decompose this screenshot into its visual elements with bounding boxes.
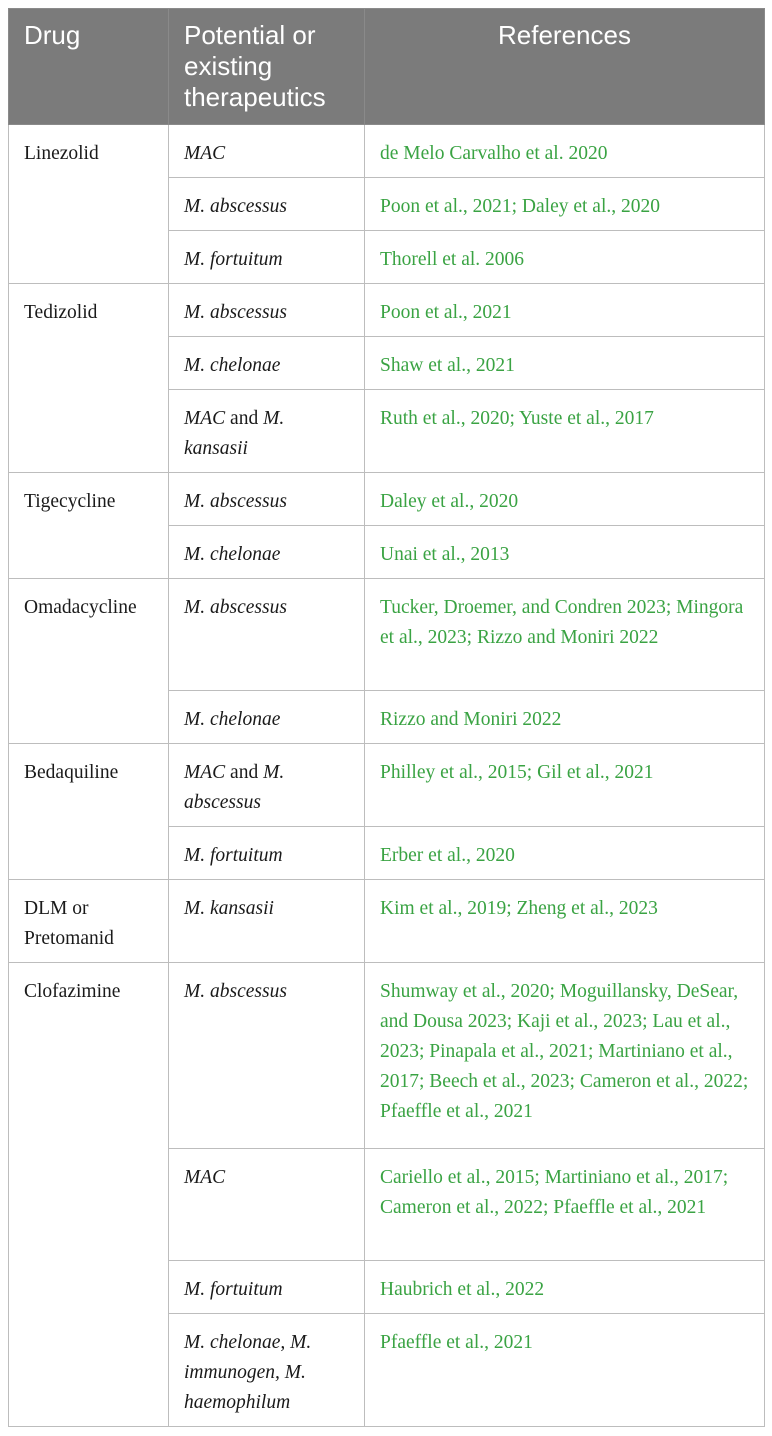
reference-link[interactable]: Daley et al., 2020 [365, 473, 765, 526]
drug-cell: DLM or Pretomanid [9, 880, 169, 963]
organism-cell: M. chelonae [169, 526, 365, 579]
drug-cell: Tigecycline [9, 473, 169, 579]
organism-cell: M. abscessus [169, 963, 365, 1149]
organism-and: and [230, 762, 259, 783]
reference-link[interactable]: Haubrich et al., 2022 [365, 1261, 765, 1314]
table-row [9, 284, 765, 337]
drug-cell: Clofazimine [9, 963, 169, 1427]
table-row [9, 473, 765, 526]
table-row [9, 880, 765, 963]
reference-link[interactable]: Poon et al., 2021 [365, 284, 765, 337]
reference-link[interactable]: Philley et al., 2015; Gil et al., 2021 [365, 744, 765, 827]
reference-link[interactable]: Shumway et al., 2020; Moguillansky, DeSear, and Dousa 2023; Kaji et al., 2023; Lau et al., 2023; Pinapala et al., 2021; Martiniano et al., 2017; Beech et al., 2023; Cameron et al., 2022; Pfaeffle et al., 2021 [365, 963, 765, 1149]
table-row [9, 744, 765, 827]
organism-abscessus: M. abscessus [184, 762, 285, 813]
table-container [8, 8, 764, 1427]
organism-cell: M. abscessus [169, 473, 365, 526]
organism-cell: MAC [169, 1149, 365, 1261]
drug-cell: Bedaquiline [9, 744, 169, 880]
reference-link[interactable]: Ruth et al., 2020; Yuste et al., 2017 [365, 390, 765, 473]
reference-link[interactable]: Erber et al., 2020 [365, 827, 765, 880]
organism-cell: M. kansasii [169, 880, 365, 963]
organism-cell: MAC [169, 125, 365, 178]
header-references: References [365, 9, 765, 125]
organism-cell: M. chelonae [169, 691, 365, 744]
header-therapeutics: Potential or existing therapeutics [169, 9, 365, 125]
reference-link[interactable]: Thorell et al. 2006 [365, 231, 765, 284]
organism-cell: M. fortuitum [169, 231, 365, 284]
organism-and: and [230, 408, 259, 429]
organism-mac: MAC [184, 408, 226, 429]
organism-cell [169, 744, 365, 827]
organism-cell: M. fortuitum [169, 1261, 365, 1314]
reference-link[interactable]: de Melo Carvalho et al. 2020 [365, 125, 765, 178]
table-row [9, 579, 765, 691]
table-header-row [9, 9, 765, 125]
organism-cell: M. chelonae [169, 337, 365, 390]
organism-cell: M. abscessus [169, 178, 365, 231]
reference-link[interactable]: Kim et al., 2019; Zheng et al., 2023 [365, 880, 765, 963]
organism-cell: M. abscessus [169, 579, 365, 691]
reference-link[interactable]: Unai et al., 2013 [365, 526, 765, 579]
organism-mac: MAC [184, 762, 226, 783]
table-row [9, 963, 765, 1149]
table-row [9, 125, 765, 178]
drug-cell: Linezolid [9, 125, 169, 284]
organism-cell: M. chelonae, M. immunogen, M. haemophilum [169, 1314, 365, 1427]
reference-link[interactable]: Tucker, Droemer, and Condren 2023; Mingora et al., 2023; Rizzo and Moniri 2022 [365, 579, 765, 691]
drug-cell: Omadacycline [9, 579, 169, 744]
reference-link[interactable]: Cariello et al., 2015; Martiniano et al., 2017; Cameron et al., 2022; Pfaeffle et al., 2021 [365, 1149, 765, 1261]
organism-cell [169, 390, 365, 473]
organism-cell: M. fortuitum [169, 827, 365, 880]
reference-link[interactable]: Rizzo and Moniri 2022 [365, 691, 765, 744]
reference-link[interactable]: Poon et al., 2021; Daley et al., 2020 [365, 178, 765, 231]
drug-references-table [8, 8, 765, 1427]
organism-kansasii: M. kansasii [184, 408, 285, 459]
reference-link[interactable]: Shaw et al., 2021 [365, 337, 765, 390]
reference-link[interactable]: Pfaeffle et al., 2021 [365, 1314, 765, 1427]
header-drug: Drug [9, 9, 169, 125]
organism-cell: M. abscessus [169, 284, 365, 337]
drug-cell: Tedizolid [9, 284, 169, 473]
